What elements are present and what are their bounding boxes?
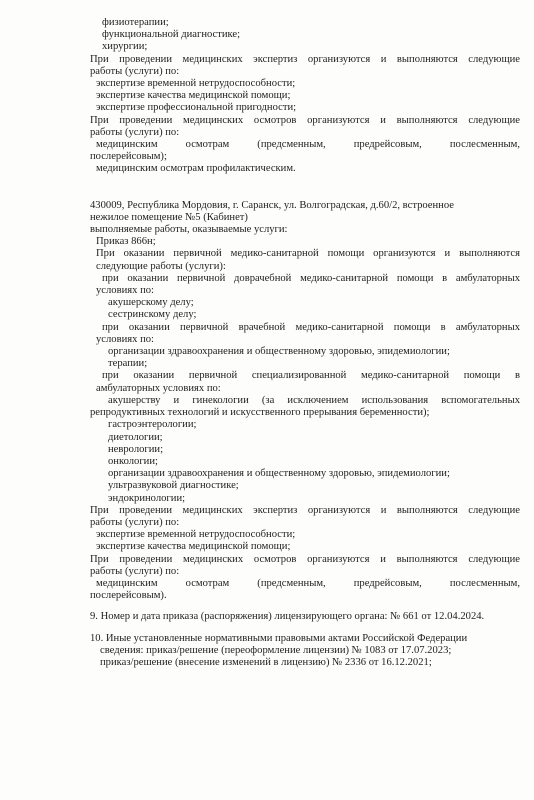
spacer [90,624,520,633]
text-line: условиях по: [96,333,154,345]
text-line: амбулаторных условиях по: [96,382,221,394]
text-line: онкологии; [108,455,158,467]
text-line: При проведении медицинских осмотров организуются и выполняются следующие [90,114,520,126]
text-line: экспертизе качества медицинской помощи; [96,541,291,553]
spacer [90,176,520,200]
text-line: приказ/решение (внесение изменений в лицензию) № 2336 от 16.12.2021; [100,656,432,668]
text-line: при оказании первичной доврачебной медико-санитарной помощи в амбулаторных [102,272,520,284]
text-line: При проведении медицинских осмотров организуются и выполняются следующие [90,553,520,565]
text-line: 430009, Республика Мордовия, г. Саранск, ул. Волгоградская, д.60/2, встроенное [90,199,454,211]
text-line: работы (услуги) по: [90,126,180,138]
text-line: хирургии; [102,41,148,53]
text-line: При проведении медицинских экспертиз организуются и выполняются следующие [90,53,520,65]
spacer [90,602,520,611]
text-line: сведения: приказ/решение (переоформление лицензии) № 1083 от 17.07.2023; [100,644,452,656]
text-line: эндокринологии; [108,492,186,504]
text-line: послерейсовым); [90,151,167,163]
text-line: при оказании первичной специализированной медико-санитарной помощи в [102,370,520,382]
text-line: 10. Иные установленные нормативными правовыми актами Российской Федерации [90,632,468,644]
text-line: медицинским осмотрам профилактическим. [96,163,296,175]
text-line: репродуктивных технологий и искусственного прерывания беременности); [90,407,430,419]
text-line: неврологии; [108,443,164,455]
text-line: При проведении медицинских экспертиз организуются и выполняются следующие [90,504,520,516]
text-line: следующие работы (услуги): [96,260,226,272]
document-text [90,17,520,669]
text-line: экспертизе профессиональной пригодности; [96,102,297,114]
text-line: диетологии; [108,431,163,443]
text-line: 9. Номер и дата приказа (распоряжения) лицензирующего органа: № 661 от 12.04.2024. [90,611,485,623]
text-line: нежилое помещение №5 (Кабинет) [90,211,248,223]
text-line: терапии; [108,358,148,370]
text-line: физиотерапии; [102,17,169,28]
text-line: выполняемые работы, оказываемые услуги: [90,224,288,236]
text-line: гастроэнтерологии; [108,419,197,431]
text-line: акушерству и гинекологии (за исключением использования вспомогательных [108,394,520,406]
text-line: экспертизе временной нетрудоспособности; [96,78,296,90]
text-line: медицинским осмотрам (предсменным, предрейсовым, послесменным, [96,577,520,589]
text-line: медицинским осмотрам (предсменным, предрейсовым, послесменным, [96,139,520,151]
text-line: организации здравоохранения и общественному здоровью, эпидемиологии; [108,346,450,358]
text-line: ультразвуковой диагностике; [108,480,239,492]
text-line: экспертизе временной нетрудоспособности; [96,529,296,541]
text-line: условиях по: [96,285,154,297]
text-line: акушерскому делу; [108,297,194,309]
text-line: работы (услуги) по: [90,516,180,528]
text-line: послерейсовым). [90,590,167,602]
text-line: работы (услуги) по: [90,565,180,577]
text-line: Приказ 866н; [96,236,156,248]
text-line: работы (услуги) по: [90,65,180,77]
text-line: функциональной диагностике; [102,29,241,41]
text-line: организации здравоохранения и общественному здоровью, эпидемиологии; [108,468,450,480]
text-line: сестринскому делу; [108,309,197,321]
text-line: При оказании первичной медико-санитарной помощи организуются и выполняются [96,248,520,260]
text-line: экспертизе качества медицинской помощи; [96,90,291,102]
text-line: при оказании первичной врачебной медико-санитарной помощи в амбулаторных [102,321,520,333]
